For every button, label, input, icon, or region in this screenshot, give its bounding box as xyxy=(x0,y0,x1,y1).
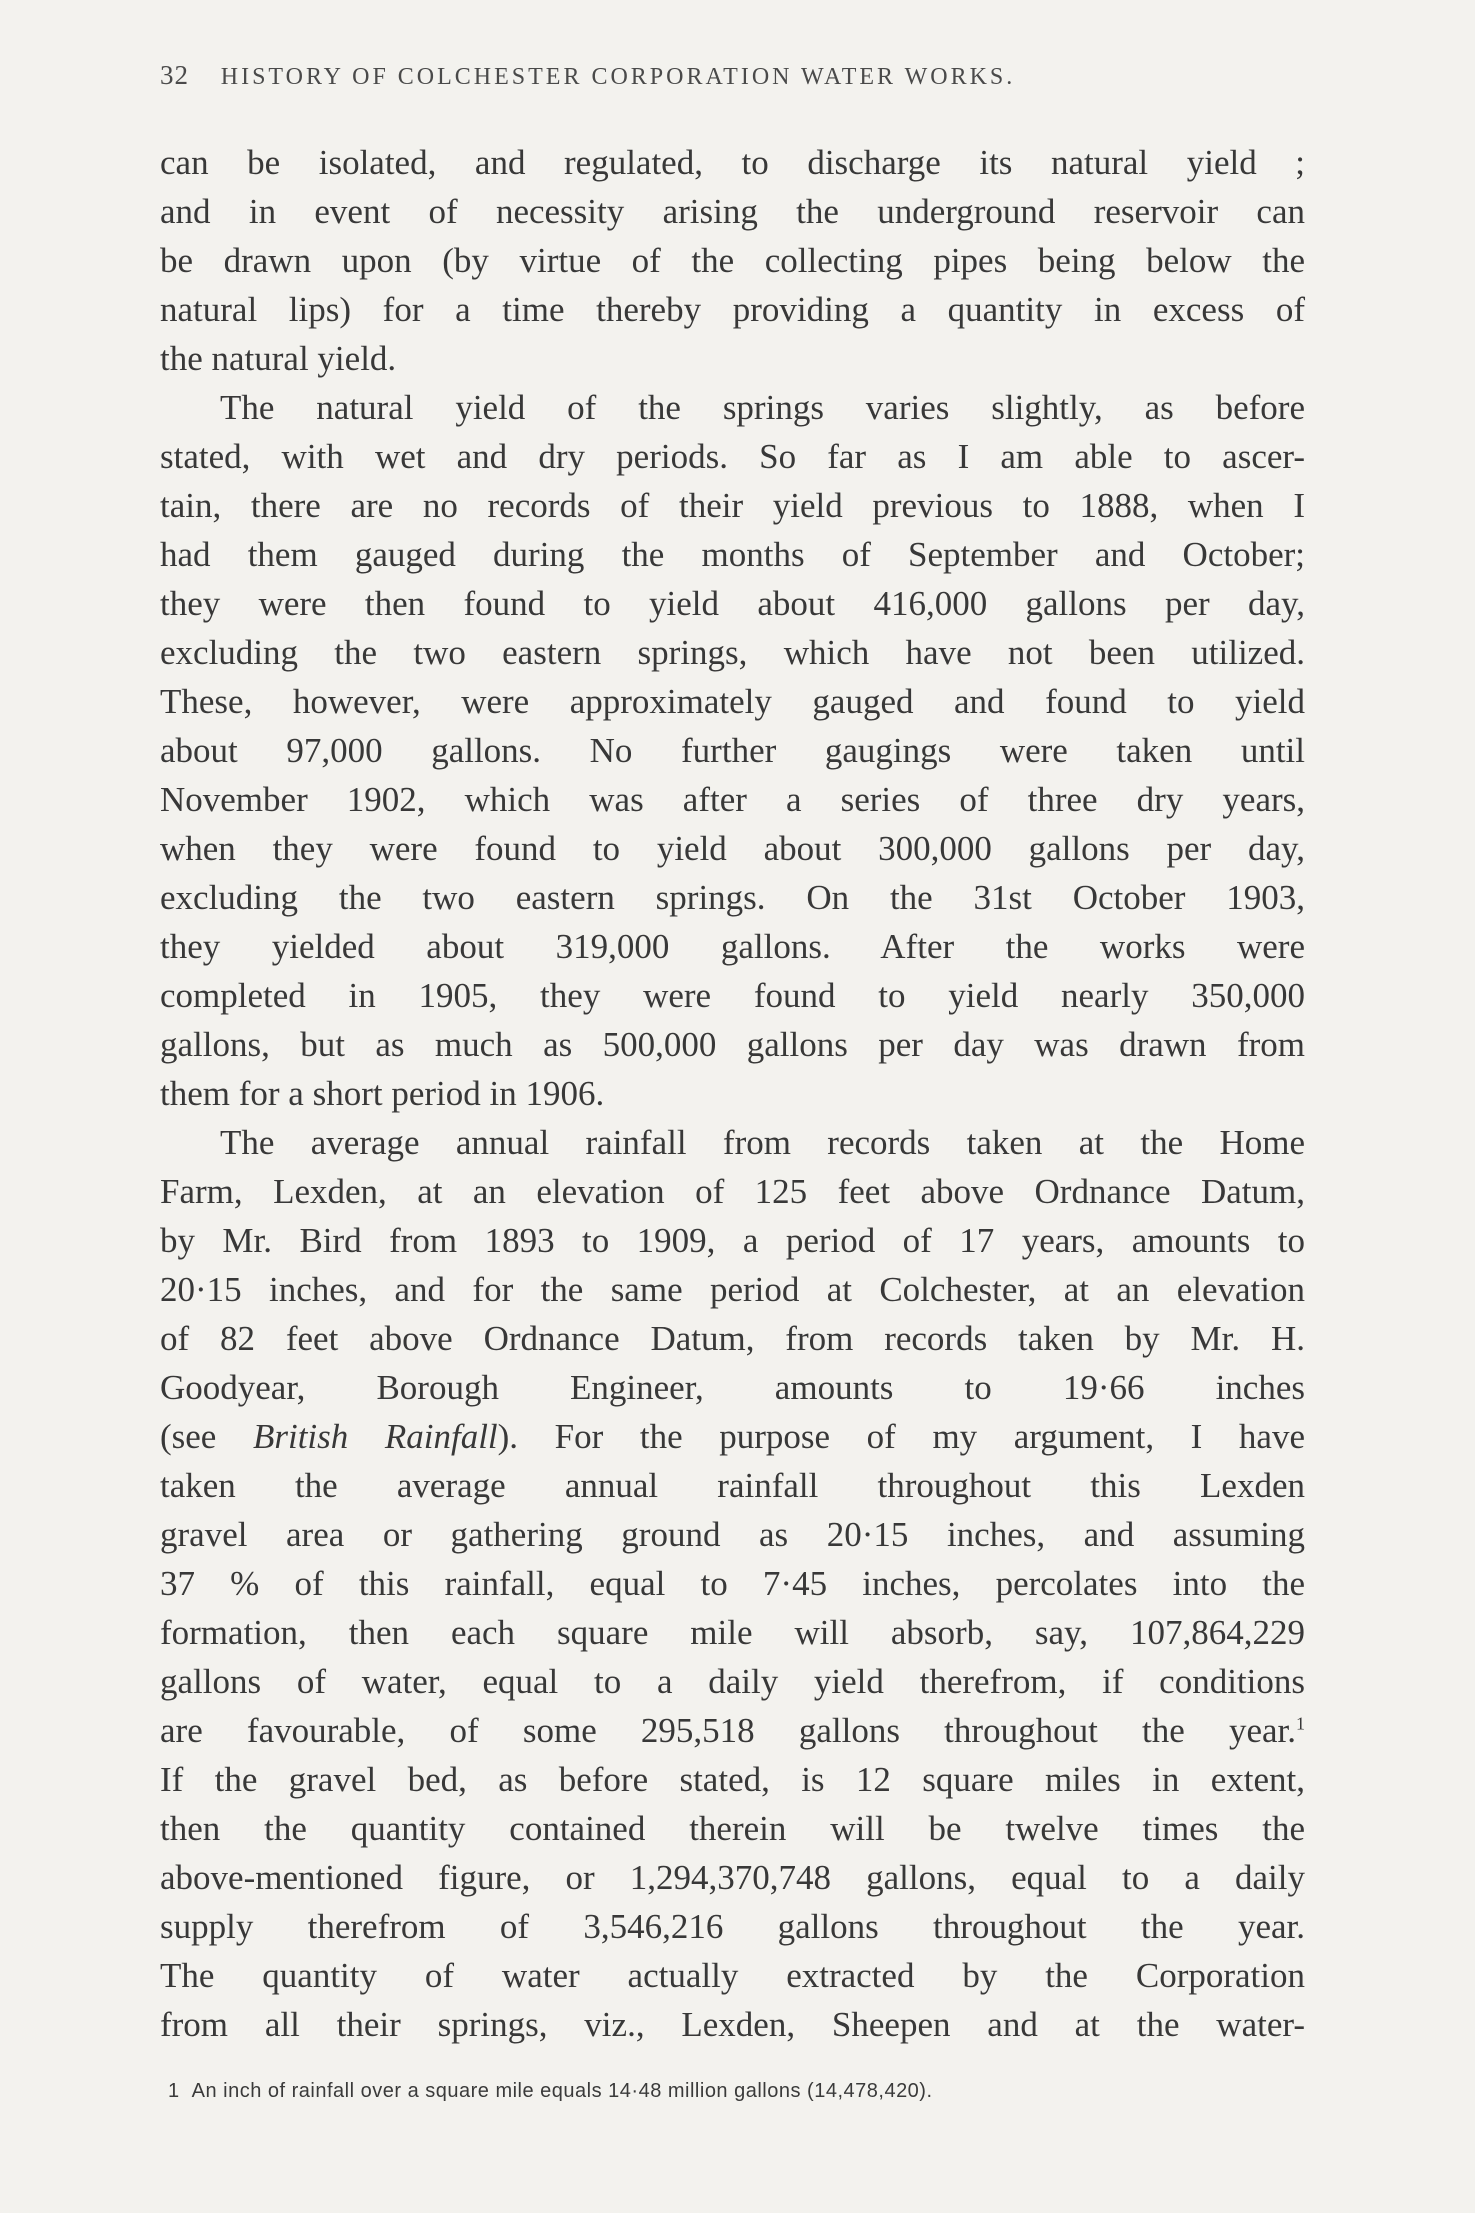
running-head xyxy=(160,60,1310,91)
text-line: about 97,000 gallons. No further gaugings were taken until xyxy=(160,731,1305,770)
footnote xyxy=(168,2080,1308,2103)
citation-open: (see xyxy=(160,1417,217,1456)
text-line: taken the average annual rainfall throughout this Lexden xyxy=(160,1466,1305,1505)
text-line: can be isolated, and regulated, to discharge its natural yield ; xyxy=(160,143,1305,182)
text-line: Goodyear, Borough Engineer, amounts to 19·66 inches xyxy=(160,1368,1305,1407)
text-line: supply therefrom of 3,546,216 gallons throughout the year. xyxy=(160,1907,1305,1946)
text-line: formation, then each square mile will absorb, say, 107,864,229 xyxy=(160,1613,1305,1652)
page-number: 32 xyxy=(160,60,189,90)
text-line: by Mr. Bird from 1893 to 1909, a period of 17 years, amounts to xyxy=(160,1221,1305,1260)
text-line: when they were found to yield about 300,000 gallons per day, xyxy=(160,829,1305,868)
text-line: Farm, Lexden, at an elevation of 125 feet above Ordnance Datum, xyxy=(160,1172,1305,1211)
text-fragment: For the purpose of my argument, I have xyxy=(554,1417,1306,1456)
text-line: excluding the two eastern springs, which have not been utilized. xyxy=(160,633,1305,672)
text-line: of 82 feet above Ordnance Datum, from records taken by Mr. H. xyxy=(160,1319,1305,1358)
text-line: had them gauged during the months of September and October; xyxy=(160,535,1305,574)
text-line: the natural yield. xyxy=(160,339,397,378)
text-fragment: are favourable, of some 295,518 gallons throughout the year. xyxy=(160,1711,1296,1750)
text-line: they yielded about 319,000 gallons. After the works were xyxy=(160,927,1305,966)
text-line: These, however, were approximately gauged and found to yield xyxy=(160,682,1305,721)
text-line: 37 % of this rainfall, equal to 7·45 inches, percolates into the xyxy=(160,1564,1305,1603)
text-line: natural lips) for a time thereby providing a quantity in excess of xyxy=(160,290,1305,329)
text-line: The quantity of water actually extracted by the Corporation xyxy=(160,1956,1305,1995)
text-line: November 1902, which was after a series of three dry years, xyxy=(160,780,1305,819)
citation-close: ). xyxy=(497,1417,519,1456)
citation-title: British Rainfall xyxy=(252,1417,498,1456)
text-line: completed in 1905, they were found to yield nearly 350,000 xyxy=(160,976,1305,1015)
footnote-text: An inch of rainfall over a square mile equals 14·48 million gallons (14,478,420). xyxy=(191,2080,933,2102)
text-line: The average annual rainfall from records taken at the Home xyxy=(220,1123,1305,1162)
text-line: from all their springs, viz., Lexden, Sheepen and at the water- xyxy=(160,2005,1305,2044)
text-line: The natural yield of the springs varies slightly, as before xyxy=(220,388,1305,427)
text-line: be drawn upon (by virtue of the collecting pipes being below the xyxy=(160,241,1305,280)
text-line: gallons of water, equal to a daily yield therefrom, if conditions xyxy=(160,1662,1305,1701)
text-line: they were then found to yield about 416,000 gallons per day, xyxy=(160,584,1305,623)
text-line: gravel area or gathering ground as 20·15 inches, and assuming xyxy=(160,1515,1305,1554)
text-line: If the gravel bed, as before stated, is 12 square miles in extent, xyxy=(160,1760,1305,1799)
text-line: stated, with wet and dry periods. So far as I am able to ascer- xyxy=(160,437,1305,476)
text-line: and in event of necessity arising the underground reservoir can xyxy=(160,192,1305,231)
text-line: above-mentioned figure, or 1,294,370,748 gallons, equal to a daily xyxy=(160,1858,1305,1897)
text-line: them for a short period in 1906. xyxy=(160,1074,605,1113)
body-text xyxy=(160,138,1305,2049)
text-line: gallons, but as much as 500,000 gallons per day was drawn from xyxy=(160,1025,1305,1064)
text-line: excluding the two eastern springs. On the 31st October 1903, xyxy=(160,878,1305,917)
text-line: tain, there are no records of their yield previous to 1888, when I xyxy=(160,486,1305,525)
text-line: then the quantity contained therein will be twelve times the xyxy=(160,1809,1305,1848)
footnote-reference: 1 xyxy=(1296,1713,1305,1734)
text-line: 20·15 inches, and for the same period at Colchester, at an elevation xyxy=(160,1270,1305,1309)
text-line-with-citation xyxy=(160,1412,1305,1461)
running-title: HISTORY OF COLCHESTER CORPORATION WATER WORKS. xyxy=(220,64,1016,90)
footnote-mark: 1 xyxy=(168,2080,180,2102)
text-line-with-footnote-ref xyxy=(160,1706,1305,1755)
